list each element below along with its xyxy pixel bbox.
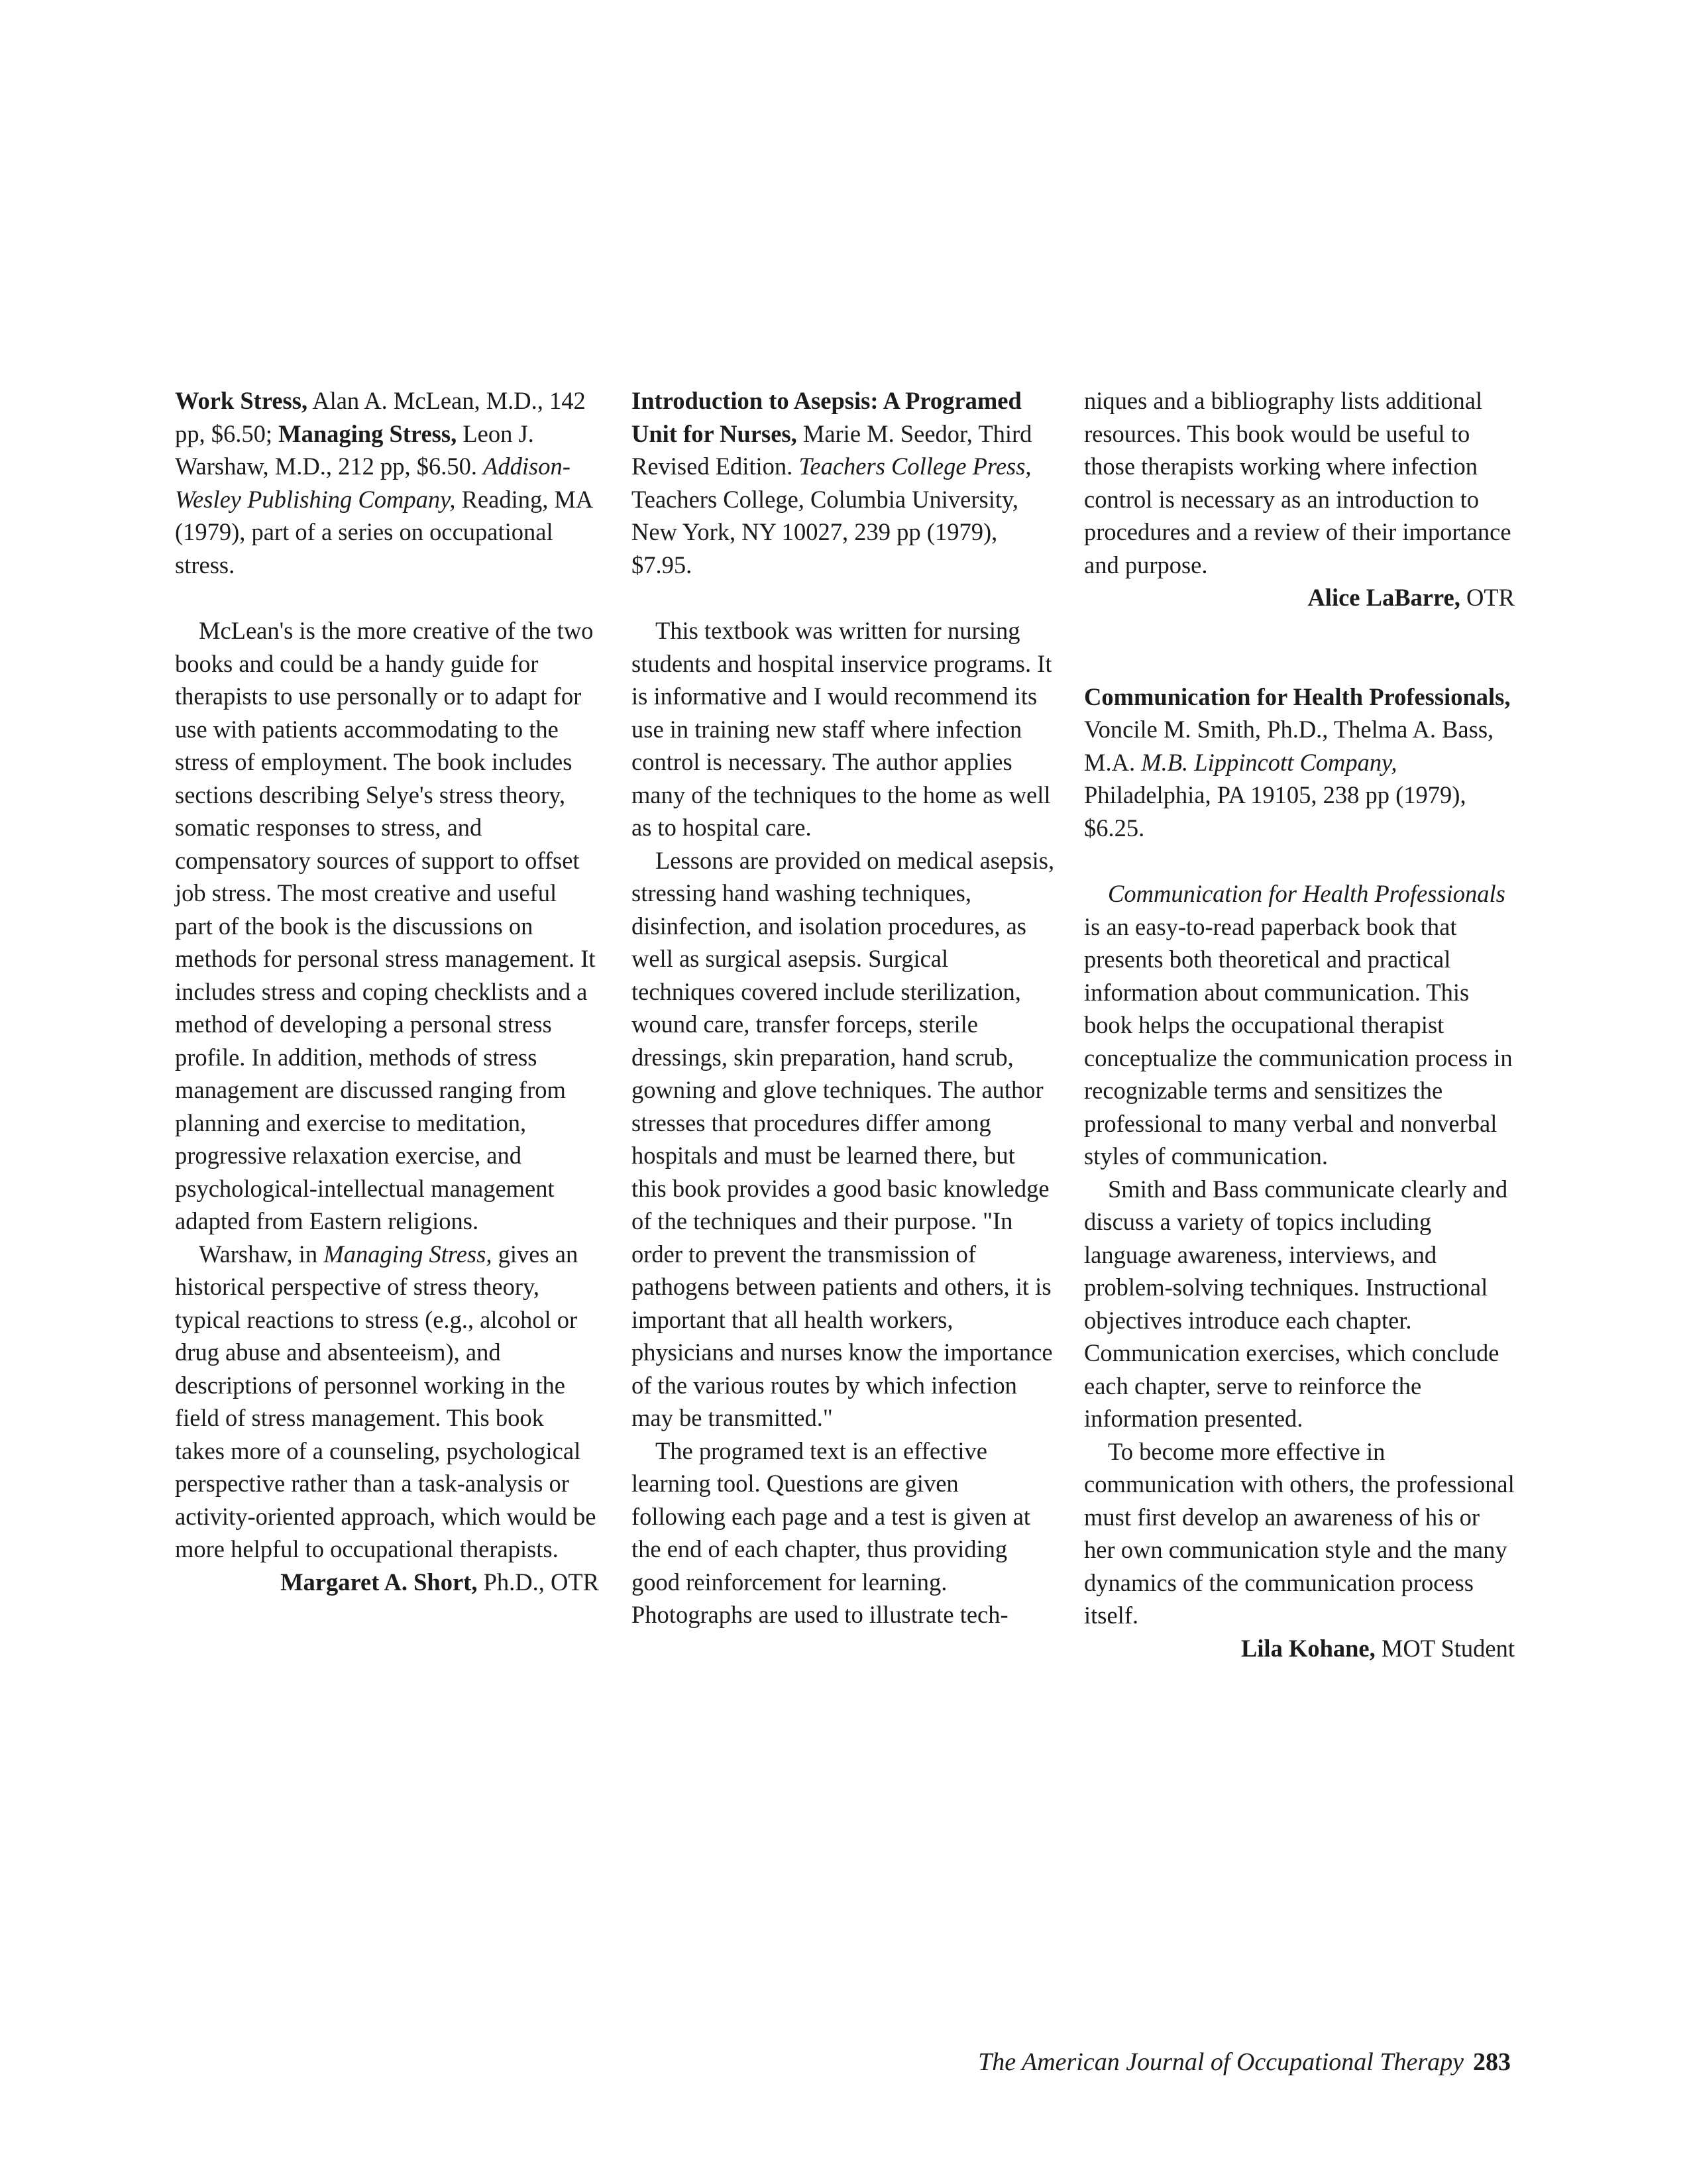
section-spacer <box>1084 614 1515 681</box>
review-2-citation <box>631 384 1056 581</box>
review-3-publisher: M.B. Lippincott Company, <box>1141 748 1397 776</box>
review-1-p2-italic: Managing Stress, <box>323 1240 492 1268</box>
review-1-paragraph-1: McLean's is the more creative of the two books and could be a handy guide for therapists to use personally or to adapt for use with patients accommodating to the stress of employment. The book includes sections describing Selye's stress theory, somatic responses to stress, and compensatory sources of support to offset job stress. The most creative and useful part of the book is the discussions on methods for personal stress management. It includes stress and coping checklists and a method of developing a personal stress profile. In addition, methods of stress management are discussed ranging from planning and exercise to meditation, progressive relaxation exercise, and psychological-intellectual management adapted from Eastern religions. <box>175 617 596 1234</box>
review-3-citation-rest: Philadelphia, PA 19105, 238 pp (1979), $6.25. <box>1084 781 1466 842</box>
review-3-paragraph-2: Smith and Bass communicate clearly and discuss a variety of topics including language awareness, interviews, and problem-solving techniques. Instructional objectives introduce each chapter. Communication exercises, which conclude each chapter, serve to reinforce the information presented. <box>1084 1175 1508 1432</box>
review-3-reviewer-credentials: MOT Student <box>1375 1634 1515 1662</box>
review-1-reviewer-name: Margaret A. Short, <box>280 1568 478 1596</box>
column-2 <box>631 384 1056 1631</box>
review-1-reviewer <box>175 1566 599 1599</box>
review-2-paragraph-3-continued: niques and a bibliography lists additional resources. This book would be useful to those therapists working where infection control is necessary as an introduction to procedures and a review of their importance and purpose. <box>1084 387 1511 578</box>
review-1-title-2: Managing Stress, <box>278 419 457 447</box>
review-2-paragraph-3: The programed text is an effective learning tool. Questions are given following each page and a test is given at the end of each chapter, thus providing good reinforcement for learning. Photographs are used to illustrate tech- <box>631 1437 1031 1628</box>
review-1-author-1: Alan A. McLean, M.D., 142 pp, $6.50; <box>175 387 586 447</box>
review-1-citation-rest: Reading, MA (1979), part of a series on occupational stress. <box>175 485 592 578</box>
review-2-author: Marie M. Seedor, Third Revised Edition. <box>631 419 1032 480</box>
review-3-reviewer <box>1084 1632 1515 1665</box>
page-number: 283 <box>1473 2048 1511 2076</box>
review-3-p1-italic: Communication for Health Professionals <box>1108 880 1505 907</box>
review-3-paragraph-3: To become more effective in communication with others, the professional must first develop an awareness of his or her own communication style and the many dynamics of the communication process itself. <box>1084 1437 1515 1629</box>
review-2-title: Introduction to Asepsis: A Programed Unit for Nurses, <box>631 387 1022 447</box>
column-3 <box>1084 384 1515 1665</box>
review-3-author: Voncile M. Smith, Ph.D., Thelma A. Bass, M.A. <box>1084 716 1494 776</box>
review-2-citation-rest: Teachers College, Columbia University, New York, NY 10027, 239 pp (1979), $7.95. <box>631 485 1018 578</box>
review-3-citation <box>1084 681 1515 845</box>
column-1 <box>175 384 599 1598</box>
review-2-reviewer <box>1084 581 1515 614</box>
review-1-publisher: Addison-Wesley Publishing Company, <box>175 453 571 513</box>
review-1-author-2: Leon J. Warshaw, M.D., 212 pp, $6.50. <box>175 419 534 480</box>
review-3-title: Communication for Health Professionals, <box>1084 682 1511 710</box>
review-3-p1-post: is an easy-to-read paperback book that presents both theoretical and practical information about communication. This book helps the occupational therapist conceptualize the communication process in recognizable terms and sensitizes the professional to many verbal and nonverbal styles of communication. <box>1084 912 1513 1170</box>
review-2-publisher: Teachers College Press, <box>798 453 1032 480</box>
review-1-citation <box>175 384 599 581</box>
review-1-reviewer-credentials: Ph.D., OTR <box>477 1568 599 1596</box>
review-1-p2-pre: Warshaw, in <box>199 1240 324 1268</box>
review-2-reviewer-credentials: OTR <box>1460 584 1515 611</box>
review-3-paragraph-1 <box>1084 877 1515 1173</box>
review-2-paragraph-2: Lessons are provided on medical asepsis, stressing hand washing techniques, disinfection, and isolation procedures, as well as surgical asepsis. Surgical techniques covered include sterilization, wound care, transfer forceps, sterile dressings, skin preparation, hand scrub, gowning and glove techniques. The author stresses that procedures differ among hospitals and must be learned there, but this book provides a good basic knowledge of the techniques and their purpose. "In order to prevent the transmission of pathogens between patients and others, it is important that all health workers, physicians and nurses know the importance of the various routes by which infection may be transmitted." <box>631 846 1055 1431</box>
review-2-reviewer-name: Alice LaBarre, <box>1307 584 1460 611</box>
journal-name: The American Journal of Occupational Therapy <box>978 2048 1464 2076</box>
review-1-paragraph-2 <box>175 1238 599 1566</box>
review-1-title-1: Work Stress, <box>175 387 308 414</box>
review-2-paragraph-1: This textbook was written for nursing students and hospital inservice programs. It is informative and I would recommend its use in training new staff where infection control is necessary. The author applies many of the techniques to the home as well as to hospital care. <box>631 617 1052 841</box>
review-3-reviewer-name: Lila Kohane, <box>1240 1634 1376 1662</box>
page-footer <box>881 2048 1511 2077</box>
review-1-p2-post: gives an historical perspective of stress theory, typical reactions to stress (e.g., alcohol or drug abuse and absenteeism), and descriptions of personnel working in the field of stress management. This book takes more of a counseling, psychological perspective rather than a task-analysis or activity-oriented approach, which would be more helpful to occupational therapists. <box>175 1240 596 1562</box>
